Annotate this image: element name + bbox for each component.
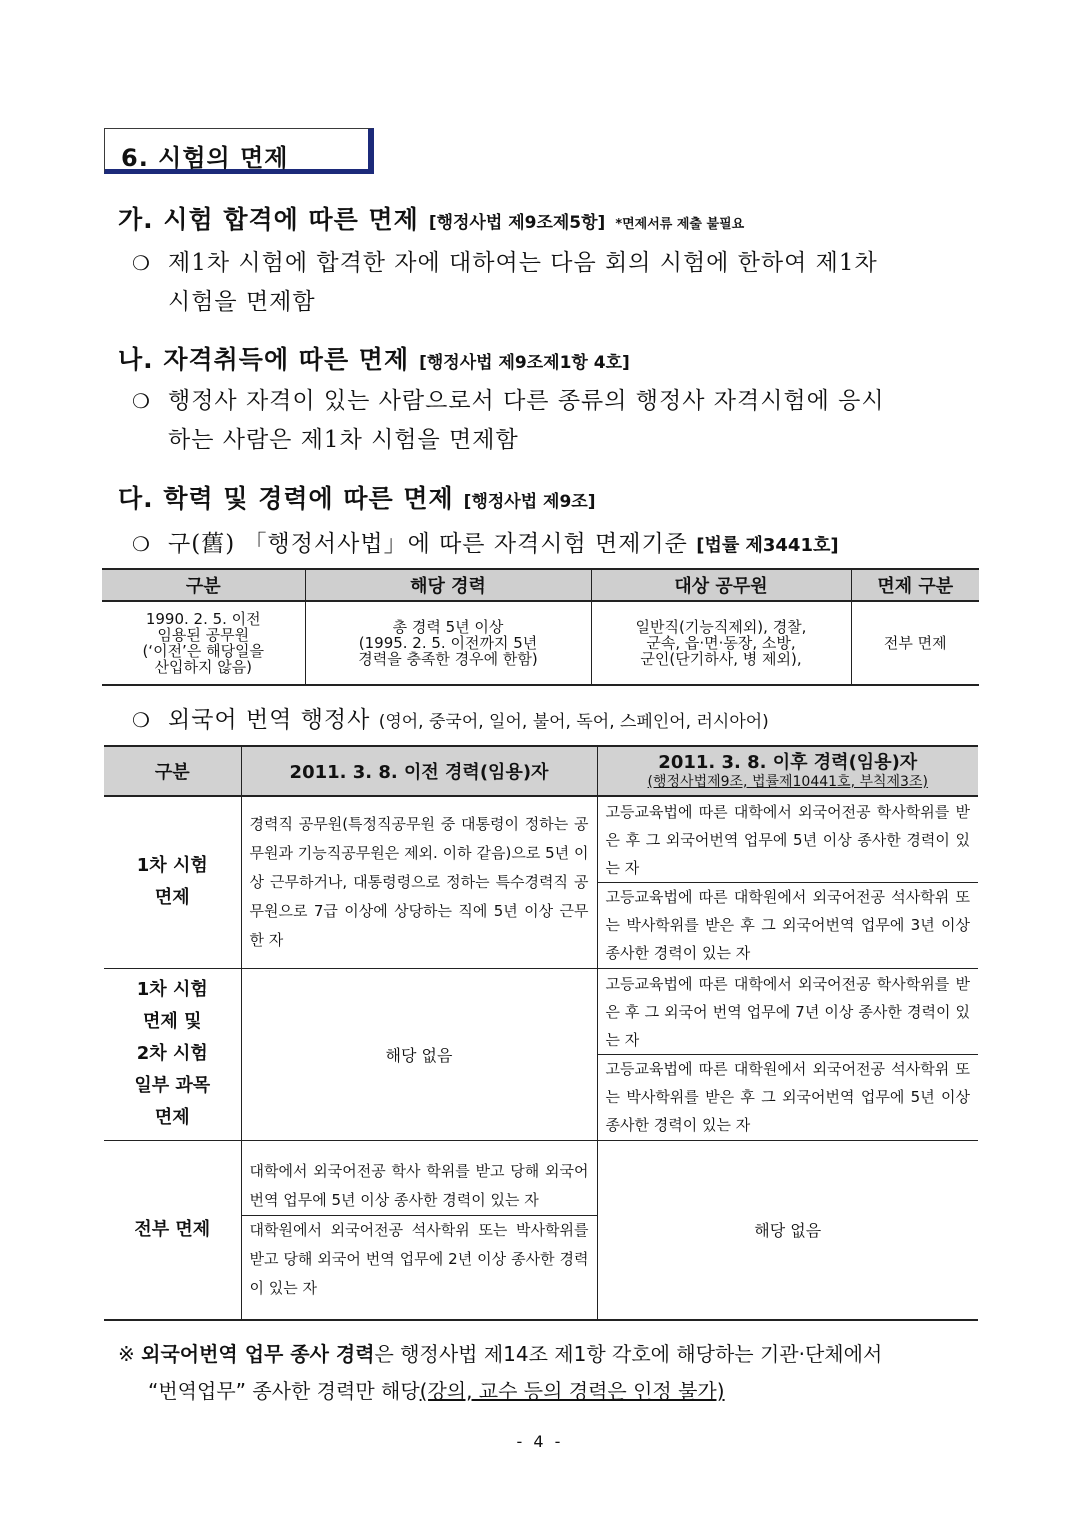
subsection-a-line1: 제1차 시험에 합격한 자에 대하여는 다음 회의 시험에 한하여 제1차: [168, 250, 878, 276]
cell-line: 군속, 읍·면·동장, 소방,: [646, 634, 796, 652]
table-cell: 해당 없음: [241, 968, 597, 1140]
table-cell: 해당 없음: [597, 1140, 978, 1320]
exemption-table-translation: [104, 745, 978, 1321]
subsection-a-heading: [118, 200, 744, 236]
page-number: - 4 -: [516, 1432, 564, 1451]
cell-line: 일반직(기능직제외), 경찰,: [635, 618, 807, 636]
cell-line: (‘이전’은 해당일을: [142, 642, 265, 660]
bullet1-ref: [법률 제3441호]: [696, 535, 839, 556]
table-cell: [305, 601, 591, 685]
table-header: 구분: [104, 746, 241, 796]
bullet2-languages: (영어, 중국어, 일어, 불어, 독어, 스페인어, 러시아어): [378, 712, 769, 732]
cell-line: 임용된 공무원: [157, 626, 250, 644]
row-label: 전부 면제: [104, 1140, 241, 1320]
subsection-b-bullet: [132, 381, 885, 421]
bullet-mark: ❍: [132, 251, 151, 275]
cell-line: 군인(단기하사, 병 제외),: [640, 650, 802, 668]
cell-line: 산입하지 않음): [154, 658, 253, 676]
bullet-mark: ❍: [132, 532, 151, 556]
cell-line: 1990. 2. 5. 이전: [145, 610, 261, 628]
subsection-a-ref: [행정사법 제9조제5항]: [428, 213, 606, 233]
cell-line: 총 경력 5년 이상: [392, 618, 504, 636]
subsection-b-heading: [118, 340, 630, 376]
table-header: 2011. 3. 8. 이전 경력(임용)자: [241, 746, 597, 796]
table-cell: [597, 968, 978, 1140]
table-header: 구분: [102, 569, 305, 601]
table-header-row: [104, 746, 978, 796]
row-label-text: 1차 시험 면제: [136, 855, 208, 909]
table-header-row: [102, 569, 979, 601]
subsection-a-line2: 시험을 면제함: [168, 289, 316, 315]
subsection-c-title: 다. 학력 및 경력에 따른 면제: [118, 484, 454, 513]
row-label: [104, 968, 241, 1140]
table-header: 대상 공무원: [591, 569, 851, 601]
row-label-text: 1차 시험 면제 및 2차 시험 일부 과목 면제: [134, 979, 211, 1128]
section-title-box: [104, 128, 374, 174]
subsection-b-title: 나. 자격취득에 따른 면제: [118, 345, 410, 374]
cell-part: 고등교육법에 따른 대학에서 외국어전공 학사학위를 받은 후 그 외국어 번역 업무에 7년 이상 종사한 경력이 있는 자: [605, 974, 970, 1049]
cell-part: 고등교육법에 따른 대학원에서 외국어전공 석사학위 또는 박사학위를 받은 후 그 외국어번역 업무에 3년 이상 종사한 경력이 있는 자: [598, 882, 979, 967]
subsection-b-ref: [행정사법 제9조제1항 4호]: [419, 353, 630, 373]
table-header: 해당 경력: [305, 569, 591, 601]
table-header: [597, 746, 978, 796]
table-row: [102, 601, 979, 685]
footnote-line2: [148, 1372, 725, 1410]
row-label: [104, 796, 241, 968]
subsection-c-bullet2: [132, 700, 769, 742]
table-cell: 경력직 공무원(특정직공무원 중 대통령이 정하는 공무원과 기능직공무원은 제외. 이하 같음)으로 5년 이상 근무하거나, 대통령령으로 정하는 특수경력직 공무원으로 7급 이상에 상당하는 직에 5년 이상 근무한 자: [241, 796, 597, 968]
footnote-mark: ※: [118, 1342, 135, 1366]
table-row: [104, 796, 978, 968]
cell-part: 대학원에서 외국어전공 석사학위 또는 박사학위를 받고 당해 외국어 번역 업무에 2년 이상 종사한 경력이 있는 자: [242, 1215, 597, 1303]
footnote-line1: [118, 1335, 882, 1373]
subsection-a-title: 가. 시험 합격에 따른 면제: [118, 205, 419, 234]
table-cell: 전부 면제: [851, 601, 979, 685]
cell-part: 대학에서 외국어전공 학사 학위를 받고 당해 외국어 번역 업무에 5년 이상 종사한 경력이 있는 자: [249, 1161, 589, 1209]
table-row: [104, 968, 978, 1140]
subsection-a-bullet: [132, 243, 878, 283]
subsection-b-line1: 행정사 자격이 있는 사람으로서 다른 종류의 행정사 자격시험에 응시: [168, 388, 885, 414]
subsection-c-bullet1: [132, 524, 839, 566]
bullet-mark: ❍: [132, 708, 151, 732]
header-main: 2011. 3. 8. 이후 경력(임용)자: [658, 752, 918, 773]
cell-line: (1995. 2. 5. 이전까지 5년: [358, 634, 538, 652]
table-cell: [241, 1140, 597, 1320]
footnote-text2: “번역업무” 종사한 경력만 해당: [148, 1379, 420, 1403]
table-cell: [597, 796, 978, 968]
footnote-text1: 은 행정사법 제14조 제1항 각호에 해당하는 기관·단체에서: [374, 1342, 883, 1366]
footnote-underlined: (강의, 교수 등의 경력은 인정 불가): [419, 1379, 725, 1403]
table-cell: [102, 601, 305, 685]
exemption-table-old-law: [102, 568, 979, 686]
subsection-b-line2: 하는 사람은 제1차 시험을 면제함: [168, 427, 519, 453]
bullet-mark: ❍: [132, 389, 151, 413]
table-row: [104, 1140, 978, 1320]
section-title: 6. 시험의 면제: [121, 144, 289, 172]
bullet1-text: 구(舊) 「행정서사법」에 따른 자격시험 면제기준: [168, 531, 688, 557]
table-header: 면제 구분: [851, 569, 979, 601]
bullet2-text: 외국어 번역 행정사: [168, 707, 371, 733]
cell-part: 고등교육법에 따른 대학에서 외국어전공 학사학위를 받은 후 그 외국어번역 업무에 5년 이상 종사한 경력이 있는 자: [605, 802, 970, 877]
header-sub: (행정사법제9조, 법률제10441호, 부칙제3조): [647, 774, 928, 790]
table-cell: [591, 601, 851, 685]
subsection-c-heading: [118, 479, 596, 515]
subsection-c-ref: [행정사법 제9조]: [463, 492, 596, 512]
footnote-bold: 외국어번역 업무 종사 경력: [141, 1342, 375, 1366]
subsection-a-note: *면제서류 제출 불필요: [615, 217, 745, 232]
cell-part: 고등교육법에 따른 대학원에서 외국어전공 석사학위 또는 박사학위를 받은 후 그 외국어번역 업무에 5년 이상 종사한 경력이 있는 자: [598, 1054, 979, 1139]
cell-line: 경력을 충족한 경우에 한함): [358, 650, 538, 668]
